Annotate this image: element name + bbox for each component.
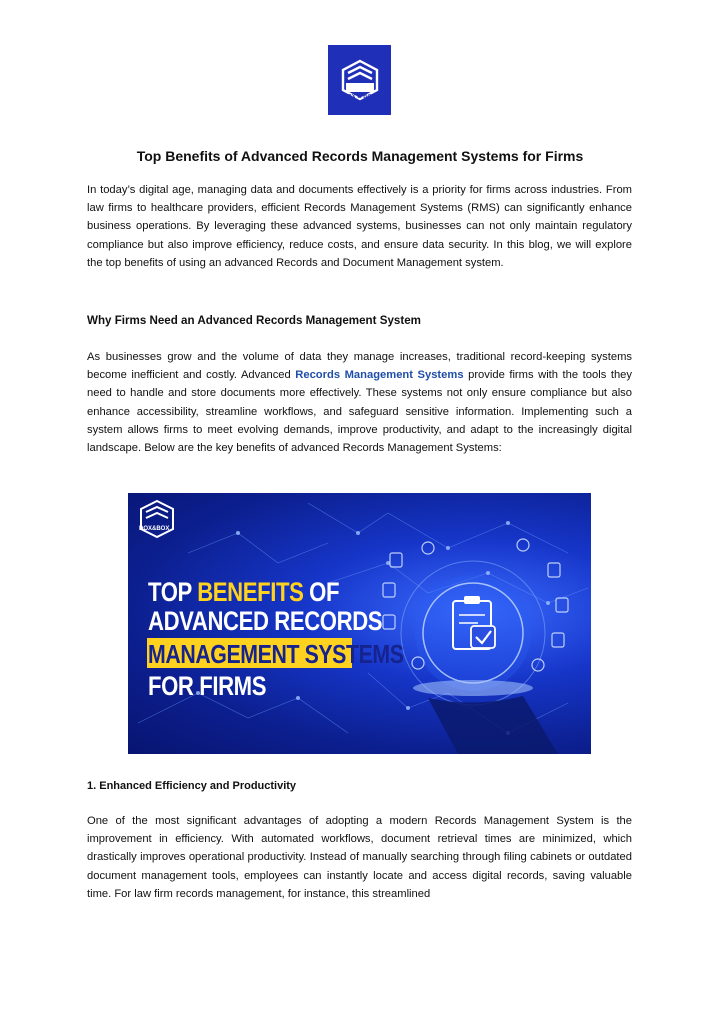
why-text-before: As businesses grow and the volume of data they manage increases, traditional record-keeping systems become inefficient and costly. Advanced <box>87 351 632 382</box>
records-management-systems-link[interactable]: Records Management Systems <box>295 369 464 382</box>
dox-box-logo <box>328 45 391 115</box>
banner-line-4: FOR FIRMS <box>148 671 267 701</box>
banner-line-1: TOP BENEFITS OF <box>148 577 340 607</box>
section-heading-why: Why Firms Need an Advanced Records Management System <box>87 314 421 327</box>
intro-paragraph: In today’s digital age, managing data and documents effectively is a priority for firms across industries. From law firms to healthcare providers, efficient Records Management Systems (RMS) can significantly enhance business operations. By leveraging these advanced systems, businesses can not only maintain regulatory compliance but also improve efficiency, reduce costs, and ensure data security. In this blog, we will explore the top benefits of using an advanced Records and Document Management system. <box>87 184 632 269</box>
section-heading-efficiency: 1. Enhanced Efficiency and Productivity <box>87 780 297 792</box>
page-title: Top Benefits of Advanced Records Management Systems for Firms <box>136 148 584 164</box>
benefits-banner-image <box>128 493 591 754</box>
banner-line-2: ADVANCED RECORDS <box>148 606 383 636</box>
banner-logo-icon <box>138 499 176 545</box>
why-text-after: provide firms with the tools they need to handle and store documents more effectively. These systems not only ensure compliance but also enhance accessibility, streamline workflows, and safeguard sensitive information. Implementing such a system allows firms to meet evolving demands, improve productivity, and adapt to the increasingly digital landscape. Below are the key benefits of advanced Records Management Systems: <box>87 369 632 455</box>
efficiency-paragraph: One of the most significant advantages of adopting a modern Records Management System is the improvement in efficiency. With automated workflows, document retrieval times are minimized, which drastically improves operational productivity. Instead of manually searching through filing cabinets or outdated document management tools, employees can instantly locate and access digital records, saving valuable time. For law firm records management, for instance, this streamlined <box>87 815 632 900</box>
banner-logo-text: DOX&BOX <box>139 526 170 532</box>
logo-text: DOX & BOX <box>343 94 376 100</box>
banner-line-3: MANAGEMENT SYSTEMS <box>148 639 404 669</box>
why-paragraph <box>87 348 632 457</box>
